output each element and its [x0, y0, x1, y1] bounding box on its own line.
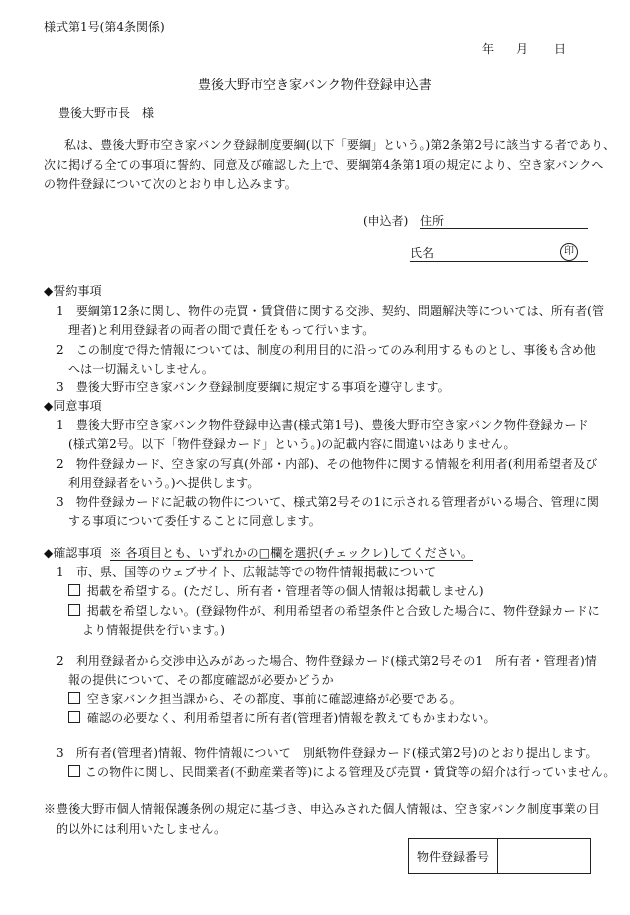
confirm-heading-row [44, 544, 473, 561]
option-label: 掲載を希望する。(ただし、所有者・管理者等の個人情報は掲載しません) [86, 584, 484, 598]
checkbox-no-agent[interactable] [68, 765, 80, 777]
intro-line-3: の物件登録について次のとおり申し込みます。 [44, 177, 297, 191]
confirm-item-1: 1 市、県、国等のウェブサイト、広報誌等での物件情報掲載について [56, 565, 437, 579]
confirm-item-1-option-1[interactable] [68, 582, 484, 599]
confirm-item-3: 3 所有者(管理者)情報、物件情報について 別紙物件登録カード(様式第2号)のとおり提出します。 [56, 746, 598, 760]
pledge-line-1: 1 要綱第12条に関し、物件の売買・賃貸借に関する交渉、契約、問題解決等については、所有者(管 [56, 304, 605, 318]
confirm-item-2-line-1: 2 利用登録者から交渉申込みがあった場合、物件登録カード(様式第2号その1 所有者・管理者)情 [56, 654, 597, 668]
confirm-item-2-line-2: 報の提供について、その都度確認が必要かどうか [68, 673, 334, 687]
address-field[interactable] [420, 212, 588, 229]
privacy-note-line-2: 的以外には利用いたしません。 [56, 822, 227, 836]
consent-line-3: 2 物件登録カード、空き家の写真(外部・内部)、その他物件に関する情報を利用者(利用希望者及び [56, 457, 598, 471]
document-title: 豊後大野市空き家バンク物件登録申込書 [198, 78, 432, 93]
applicant-label: (申込者) [363, 214, 409, 228]
privacy-note-line-1: ※豊後大野市個人情報保護条例の規定に基づき、申込みされた個人情報は、空き家バンク制度事業の目 [44, 802, 600, 816]
confirm-item-3-option[interactable] [68, 763, 616, 780]
date-month-label: 月 [516, 42, 529, 56]
confirm-item-1-option-2[interactable] [68, 602, 600, 619]
pledge-heading: ◆誓約事項 [44, 284, 102, 298]
form-number: 様式第1号(第4条関係) [44, 20, 165, 34]
pledge-line-2: 理者)と利用登録者の両者の間で責任をもって行います。 [68, 323, 375, 337]
confirm-item-1-option-2-cont: より情報提供を行います。) [82, 623, 226, 637]
addressee: 豊後大野市長 様 [58, 106, 155, 120]
consent-line-5: 3 物件登録カードに記載の物件について、様式第2号その1に示される管理者がいる場合、管理に関 [56, 495, 600, 509]
confirm-note: ※ 各項目とも、いずれかの□欄を選択(チェックレ)してください。 [109, 546, 474, 560]
intro-line-2: 次に掲げる全ての事項に誓約、同意及び確認した上で、要綱第4条第1項の規定により、空き家バンクへ [44, 158, 604, 172]
pledge-line-3: 2 この制度で得た情報については、制度の利用目的に沿ってのみ利用するものとし、事後も含め他 [56, 343, 596, 357]
pledge-line-5: 3 豊後大野市空き家バンク登録制度要綱に規定する事項を遵守します。 [56, 380, 450, 394]
date-year-label: 年 [482, 42, 495, 56]
checkbox-publish-no[interactable] [68, 604, 80, 616]
option-label: 確認の必要なく、利用希望者に所有者(管理者)情報を教えてもかまわない。 [86, 711, 496, 725]
consent-line-6: する事項について委任することに同意します。 [68, 514, 321, 528]
consent-heading: ◆同意事項 [44, 399, 102, 413]
registration-number-label: 物件登録番号 [409, 839, 498, 874]
date-day-label: 日 [554, 42, 567, 56]
checkbox-confirm-not-required[interactable] [68, 711, 80, 723]
checkbox-confirm-required[interactable] [68, 692, 80, 704]
intro-line-1: 私は、豊後大野市空き家バンク登録制度要綱(以下「要綱」という。)第2条第2号に該当する者であり、 [64, 138, 616, 152]
name-label: 氏名 [410, 246, 435, 260]
option-label: 掲載を希望しない。(登録物件が、利用希望者の希望条件と合致した場合に、物件登録カードに [86, 604, 600, 618]
consent-line-4: 利用登録者をいう。)へ提供します。 [68, 476, 260, 490]
consent-line-1: 1 豊後大野市空き家バンク物件登録申込書(様式第1号)、豊後大野市空き家バンク物件登録カード [56, 418, 589, 432]
consent-line-2: (様式第2号。以下「物件登録カード」という。)の記載内容に間違いはありません。 [68, 437, 516, 451]
option-label: 空き家バンク担当課から、その都度、事前に確認連絡が必要である。 [86, 692, 462, 706]
option-label: この物件に関し、民間業者(不動産業者等)による管理及び売買・賃貸等の紹介は行っていません。 [84, 765, 616, 779]
registration-number-table [408, 838, 591, 874]
name-field[interactable] [410, 244, 588, 262]
seal-icon: 印 [560, 243, 578, 261]
confirm-heading: ◆確認事項 [44, 546, 102, 560]
address-label: 住所 [420, 214, 445, 228]
confirm-item-2-option-2[interactable] [68, 709, 496, 726]
pledge-line-4: へは一切漏えいしません。 [68, 362, 214, 376]
registration-number-field[interactable] [498, 839, 591, 874]
confirm-item-2-option-1[interactable] [68, 690, 462, 707]
checkbox-publish-yes[interactable] [68, 584, 80, 596]
